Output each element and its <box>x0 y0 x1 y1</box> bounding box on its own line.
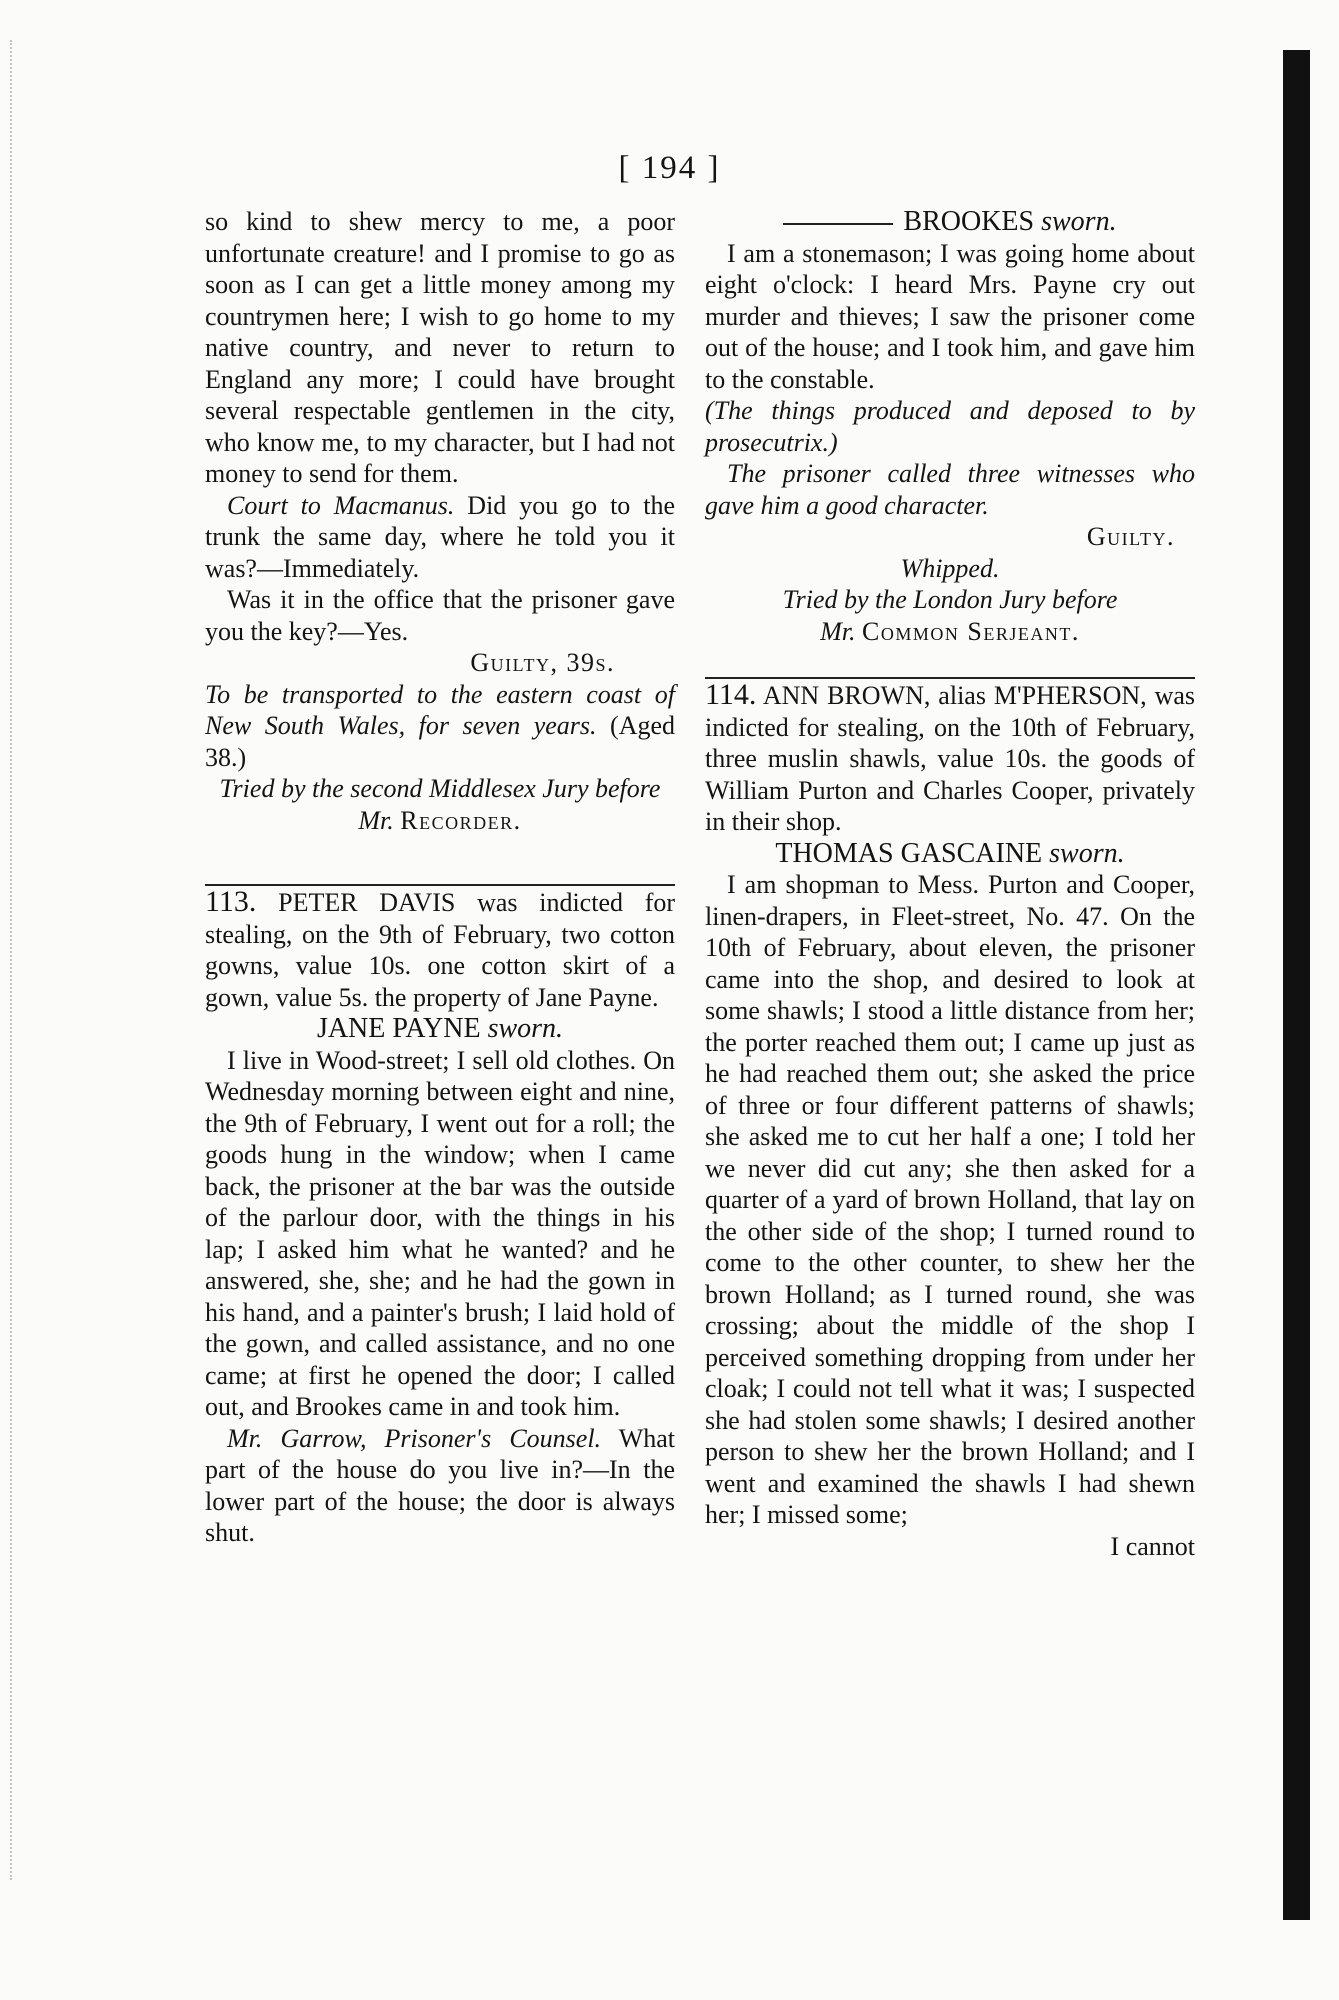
page-number-header: [ 194 ] <box>618 150 721 186</box>
heading-dash <box>783 223 893 225</box>
things-produced-note: (The things produced and deposed to by prosecutrix.) <box>705 396 1195 457</box>
office-question: Was it in the office that the prisoner gave you the key?—Yes. <box>205 585 675 646</box>
catchword: I cannot <box>1110 1531 1195 1561</box>
witness-sworn: sworn. <box>487 1013 564 1044</box>
character-witnesses-note: The prisoner called three witnesses who gave him a good character. <box>705 459 1195 520</box>
page-edge-marks <box>10 40 38 1880</box>
tried-line: Tried by the second Middlesex Jury before <box>219 774 661 803</box>
tried-recorder: Recorder. <box>400 805 522 835</box>
punishment-whipped: Whipped. <box>900 553 1000 583</box>
counsel-text: What part of the house do you live in?—In the lower part of the house; the door is always shut. <box>205 1423 676 1547</box>
court-question <box>205 490 675 585</box>
closing-plea-paragraph: so kind to shew mercy to me, a poor unfortunate creature! and I promise to go as soon as I can get a little money among my countrymen here; I wish to go home to my native country, and never to return to England any more; I could have brought several respectable gentlemen in the city, who know me, to my character, but I had not money to send for them. <box>205 207 675 488</box>
case-name: PETER DAVIS <box>278 888 456 917</box>
sentence-text: To be transported to the eastern coast of New South Wales, for seven years. <box>205 679 675 740</box>
tried-serjeant: Common Serjeant. <box>862 616 1080 646</box>
court-label: Court to Macmanus. <box>227 490 455 520</box>
tried-line: Tried by the London Jury before <box>782 585 1118 614</box>
case-113-indictment <box>205 886 675 1013</box>
tried-mr: Mr. <box>358 805 394 835</box>
tried-by-middlesex <box>205 773 675 836</box>
tried-by-london <box>705 584 1195 647</box>
left-column <box>205 206 675 1549</box>
case-114-indictment <box>705 679 1195 838</box>
right-column <box>705 206 1195 1562</box>
verdict-guilty-39s: Guilty, 39s. <box>470 648 615 677</box>
counsel-label: Mr. Garrow, Prisoner's Counsel. <box>227 1423 602 1453</box>
brookes-testimony: I am a stonemason; I was going home about eight o'clock: I heard Mrs. Payne cry out murder and thieves; I saw the prisoner come out of the house; and I took him, and gave him to the constable. <box>705 238 1195 394</box>
brookes-sworn: sworn. <box>1041 206 1117 237</box>
tried-mr: Mr. <box>820 616 856 646</box>
court-text: Did you go to the trunk the same day, where he told you it was?—Immediately. <box>205 490 675 583</box>
age-note: (Aged 38.) <box>205 711 676 772</box>
gascaine-testimony: I am shopman to Mess. Purton and Cooper, linen-drapers, in Fleet-street, No. 47. On the 10th of February, about eleven, the prisoner came into the shop, and desired to look at some shawls; I stood a little distance from her; the porter reached them out; I came up just as he had reached them out; she asked the price of three or four different patterns of shawls; she asked me to cut her half a one; I told her we never did cut any; she then asked for a quarter of a yard of brown Holland, that lay on the other side of the shop; I turned round to come to the other counter, to shew her the brown Holland; as I turned round, she was crossing; about the middle of the shop I perceived something dropping from under her cloak; I could not tell what it was; I suspected she had stolen some shawls; I desired another person to shew her the brown Holland; and I went and examined the shawls I had shewn her; I missed some; <box>705 870 1195 1529</box>
case-text: was indicted for stealing, on the 9th of February, two cotton gowns, value 10s. one cotton skirt of a gown, value 5s. the property of Jane Payne. <box>205 888 676 1012</box>
case-number: 113. <box>205 885 257 918</box>
witness-name: THOMAS GASCAINE <box>775 837 1043 869</box>
jane-payne-testimony: I live in Wood-street; I sell old clothes. On Wednesday morning between eight and nine, the 9th of February, I went out for a roll; the goods hung in the window; when I came back, the prisoner at the bar was the outside of the parlour door, with the things in his lap; I asked him what he wanted? and he answered, she, she; and he had the gown in his hand, and a painter's brush; I laid hold of the gown, and called assistance, and no one came; at first he opened the door; I called out, and Brookes came in and took him. <box>205 1045 675 1421</box>
brookes-name: BROOKES <box>903 206 1035 237</box>
counsel-question <box>205 1423 675 1549</box>
sentence-transport <box>205 679 675 774</box>
witness-heading-brookes <box>705 206 1195 238</box>
case-name: ANN BROWN, alias M'PHERSON, <box>762 681 1147 710</box>
verdict-guilty: Guilty. <box>1086 522 1175 551</box>
witness-name: JANE PAYNE <box>316 1013 481 1044</box>
scan-edge-bar <box>1283 50 1310 1920</box>
witness-heading-jane-payne <box>205 1013 675 1045</box>
witness-sworn: sworn. <box>1049 837 1125 869</box>
case-number: 114. <box>705 678 757 711</box>
case-text: was indicted for stealing, on the 10th of February, three muslin shawls, value 10s. the goods of William Purton and Charles Cooper, privately in their shop. <box>705 681 1195 836</box>
witness-heading-gascaine <box>705 838 1195 870</box>
